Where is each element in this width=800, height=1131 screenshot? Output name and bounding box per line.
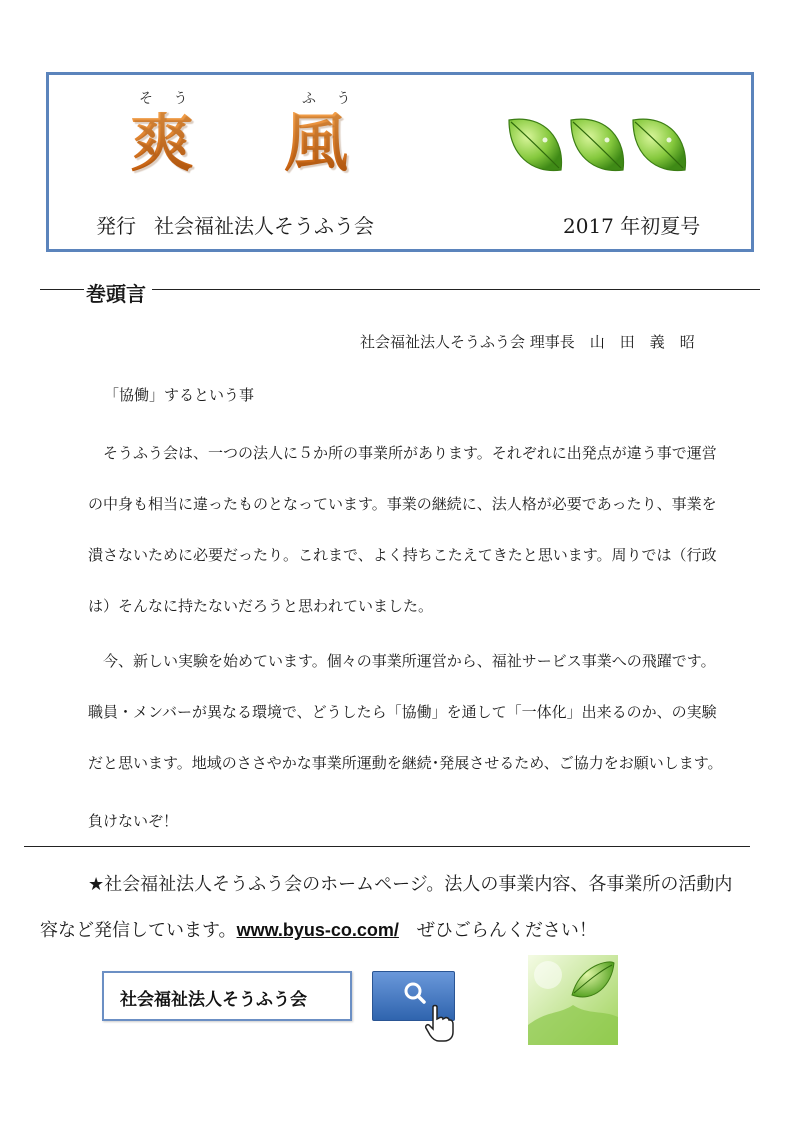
leaf-icon — [509, 119, 562, 170]
search-input[interactable]: 社会福祉法人そうふう会 — [102, 971, 352, 1021]
paragraph-line: 潰さないために必要だったり。これまで、よく持ちこたえてきたと思います。周りでは（行政 — [88, 546, 717, 564]
section-heading: 巻頭言 — [86, 278, 154, 307]
article-paragraph-1 — [88, 428, 764, 632]
leaf-photo — [528, 955, 618, 1045]
leaf-icon — [505, 114, 690, 180]
homepage-link[interactable]: www.byus-co.com/ — [236, 920, 399, 940]
article-closing: 負けないぞ！ — [88, 812, 179, 830]
issue-label: 2017 年初夏号 — [563, 214, 701, 238]
notice-text: ぜひごらんください！ — [398, 920, 597, 941]
title-ruby-sou: そ う — [139, 91, 196, 107]
title-char-sou: 爽 — [130, 106, 194, 181]
search-icon — [406, 984, 424, 1002]
paragraph-line: は）そんなに持たないだろうと思われていました。 — [88, 597, 434, 615]
paragraph-line: だと思います。地域のささやかな事業所運動を継続･発展させるため、ご協力をお願いします。 — [88, 754, 723, 772]
article-author: 社会福祉法人そうふう会 理事長 山 田 義 昭 — [360, 333, 695, 351]
homepage-notice-line-2 — [40, 916, 597, 942]
section-rule-right — [152, 289, 760, 290]
homepage-notice-line-1: ★社会福祉法人そうふう会のホームページ。法人の事業内容、各事業所の活動内 — [88, 874, 733, 895]
publisher-name: 社会福祉法人そうふう会 — [154, 214, 374, 238]
publisher-line — [96, 210, 374, 239]
article-topic: 「協働」するという事 — [104, 386, 255, 404]
paragraph-line: 今、新しい実験を始めています。個々の事業所運営から、福祉サービス事業への飛躍です。 — [88, 652, 716, 670]
section-rule-left — [40, 289, 84, 290]
paragraph-line: の中身も相当に違ったものとなっています。事業の継続に、法人格が必要であったり、事業を — [88, 495, 717, 513]
publisher-label: 発行 — [96, 214, 136, 238]
leaf-icon — [633, 119, 686, 170]
hand-cursor-icon — [424, 1004, 454, 1042]
article-paragraph-2 — [88, 636, 764, 789]
paragraph-line: 職員・メンバーが異なる環境で、どうしたら「協働」を通して「一体化」出来るのか、の実験 — [88, 703, 717, 721]
section-divider — [24, 846, 750, 847]
title-ruby-fuu: ふ う — [302, 91, 359, 107]
section-heading-row — [40, 278, 760, 306]
title-char-fuu: 風 — [284, 106, 348, 181]
paragraph-line: そうふう会は、一つの法人に５か所の事業所があります。それぞれに出発点が違う事で運営 — [88, 444, 717, 462]
notice-text: 容など発信しています。 — [40, 920, 237, 941]
leaf-icon — [571, 119, 624, 170]
